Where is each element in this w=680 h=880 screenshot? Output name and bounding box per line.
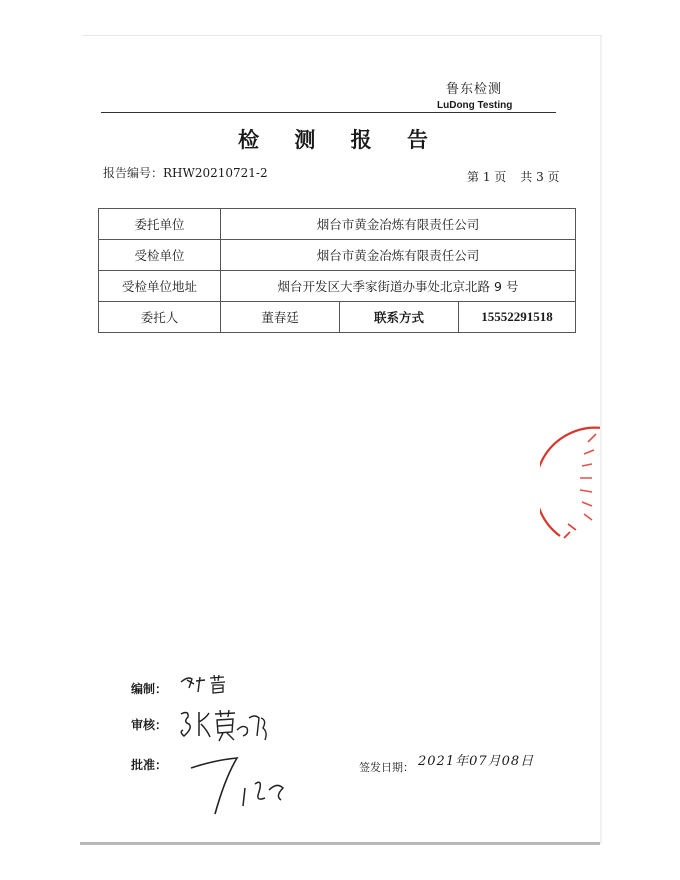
report-number: 报告编号：RHW20210721-2 [103, 166, 268, 180]
table-row [99, 302, 576, 333]
header-rule [101, 112, 556, 113]
row-value: 烟台开发区大季家街道办事处北京北路 9 号 [221, 271, 576, 302]
client-label: 委托人 [99, 302, 221, 333]
contact-label: 联系方式 [340, 302, 459, 333]
page-edge-right [600, 36, 602, 844]
issue-date: 2021年07月08日 [418, 754, 535, 769]
compiled-label: 编制： [131, 682, 168, 696]
brand-name-en: LuDong Testing [437, 100, 513, 111]
reviewed-label: 审核： [131, 718, 168, 732]
reviewed-signature [175, 706, 275, 746]
client-info-table [98, 208, 576, 333]
client-name: 董春廷 [221, 302, 340, 333]
row-label: 受检单位地址 [99, 271, 221, 302]
contact-phone: 15552291518 [459, 302, 576, 333]
compiled-signature [178, 672, 238, 696]
report-title: 检 测 报 告 [238, 127, 442, 152]
row-value: 烟台市黄金冶炼有限责任公司 [221, 209, 576, 240]
approved-label: 批准： [131, 758, 168, 772]
issue-date-label: 签发日期： [359, 761, 414, 774]
table-row [99, 271, 576, 302]
row-label: 委托单位 [99, 209, 221, 240]
table-row [99, 209, 576, 240]
page-total: 共 3 页 [520, 170, 560, 184]
brand-name-cn: 鲁东检测 [446, 82, 503, 97]
row-label: 受检单位 [99, 240, 221, 271]
row-value: 烟台市黄金冶炼有限责任公司 [221, 240, 576, 271]
company-seal-icon [540, 420, 600, 550]
approved-signature [185, 748, 295, 818]
table-row [99, 240, 576, 271]
page-edge-bottom [80, 842, 600, 845]
page-edge-top [82, 35, 602, 36]
page-info [467, 168, 560, 185]
page-current: 第 1 页 [467, 170, 507, 184]
